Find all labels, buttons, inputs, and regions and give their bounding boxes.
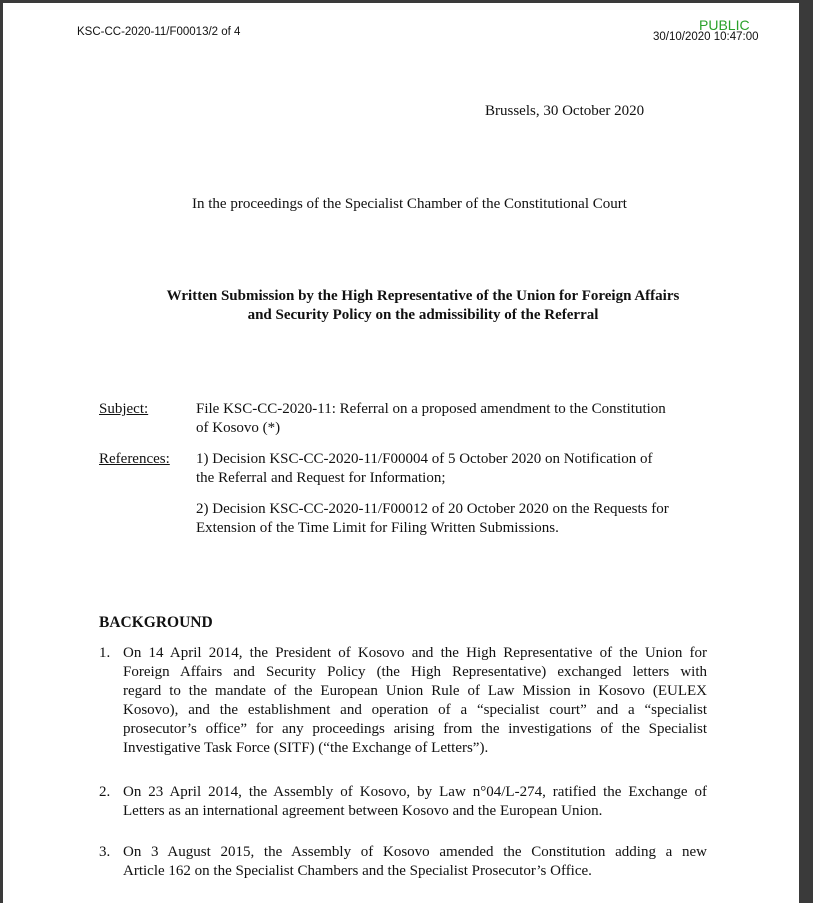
subject-label: Subject: bbox=[99, 401, 149, 417]
reference-item bbox=[196, 500, 706, 538]
place-date: Brussels, 30 October 2020 bbox=[485, 103, 645, 119]
reference-line: 2) Decision KSC-CC-2020-11/F00012 of 20 October 2020 on the Requests for bbox=[196, 501, 669, 517]
subject-line: of Kosovo (*) bbox=[196, 420, 281, 436]
reference-line: the Referral and Request for Information; bbox=[196, 470, 446, 486]
reference-line: Extension of the Time Limit for Filing Written Submissions. bbox=[196, 520, 559, 536]
paragraph-line: prosecutor’s office” for any proceedings arising from the investigations of the Specialist bbox=[123, 721, 707, 737]
paragraph-line: Letters as an international agreement between Kosovo and the European Union. bbox=[123, 803, 603, 819]
subject-text bbox=[196, 400, 706, 438]
title-line: Written Submission by the High Representative of the Union for Foreign Affairs bbox=[166, 288, 680, 304]
references-label: References: bbox=[99, 451, 170, 467]
paragraph-line: On 3 August 2015, the Assembly of Kosovo amended the Constitution adding a new bbox=[123, 844, 707, 860]
paragraph-line: On 23 April 2014, the Assembly of Kosovo, by Law n°04/L-274, ratified the Exchange of bbox=[123, 784, 707, 800]
classification-stamp: PUBLIC bbox=[699, 17, 750, 33]
subject-line: File KSC-CC-2020-11: Referral on a proposed amendment to the Constitution bbox=[196, 401, 666, 417]
paragraph-body bbox=[123, 783, 707, 821]
document-title bbox=[93, 287, 753, 325]
paragraph-line: Foreign Affairs and Security Policy (the High Representative) exchanged letters with bbox=[123, 664, 707, 680]
paragraph-number: 1. bbox=[99, 645, 111, 661]
document-page bbox=[3, 3, 799, 903]
paragraph-number: 2. bbox=[99, 784, 111, 800]
proceedings-line: In the proceedings of the Specialist Chamber of the Constitutional Court bbox=[192, 196, 627, 212]
paragraph-line: Investigative Task Force (SITF) (“the Exchange of Letters”). bbox=[123, 740, 489, 756]
reference-line: 1) Decision KSC-CC-2020-11/F00004 of 5 October 2020 on Notification of bbox=[196, 451, 653, 467]
filing-timestamp: 30/10/2020 10:47:00 bbox=[653, 31, 759, 43]
paragraph-line: regard to the mandate of the European Union Rule of Law Mission in Kosovo (EULEX bbox=[123, 683, 707, 699]
paragraph-line: Article 162 on the Specialist Chambers and the Specialist Prosecutor’s Office. bbox=[123, 863, 592, 879]
paragraph-number: 3. bbox=[99, 844, 111, 860]
paragraph-line: Kosovo), and the establishment and operation of a “specialist court” and a “specialist bbox=[123, 702, 707, 718]
paragraph-body bbox=[123, 644, 707, 758]
section-heading: BACKGROUND bbox=[99, 614, 213, 631]
paragraph-body bbox=[123, 843, 707, 881]
title-line: and Security Policy on the admissibility of the Referral bbox=[247, 307, 599, 323]
reference-item bbox=[196, 450, 706, 488]
filing-id: KSC-CC-2020-11/F00013/2 of 4 bbox=[77, 26, 241, 38]
paragraph-line: On 14 April 2014, the President of Kosovo and the High Representative of the Union for bbox=[123, 645, 707, 661]
